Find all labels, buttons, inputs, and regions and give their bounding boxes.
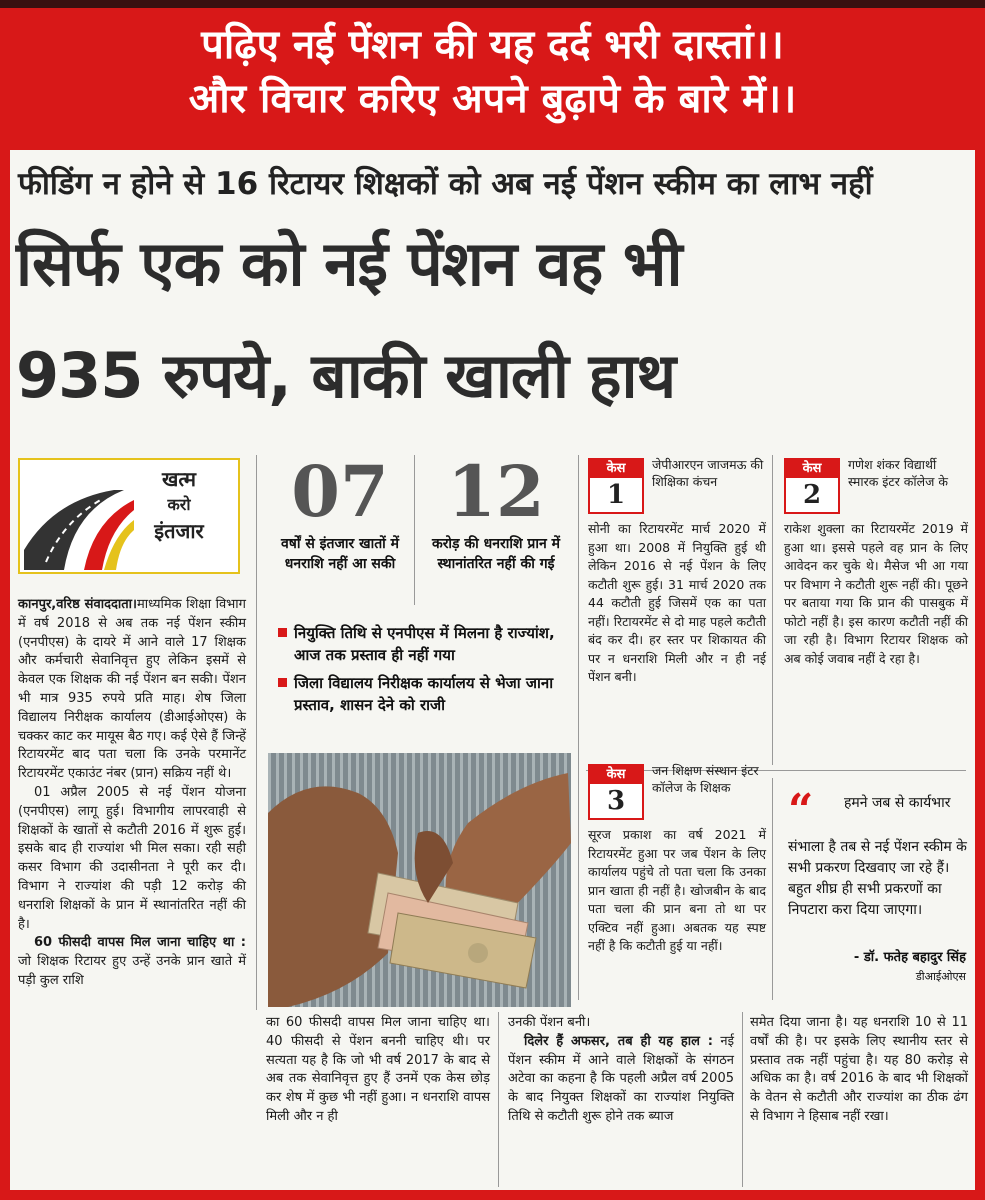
case-3-head: जन शिक्षण संस्थान इंटर कॉलेज के शिक्षक [652,763,759,795]
newspaper-clipping [10,150,975,1190]
hands-counting-money-photo [268,753,571,1007]
headline-line-1: सिर्फ एक को नई पेंशन वह भी [16,227,682,300]
bullet-item: नियुक्ति तिथि से एनपीएस में मिलना है राज्यांश, आज तक प्रस्ताव ही नहीं गया [278,622,578,666]
khatm-karo-intzaar-logo [18,458,240,574]
banner-line-2: और विचार करिए अपने बुढ़ापे के बारे में।। [188,76,797,122]
headline-line-2: 935 रुपये, बाकी खाली हाथ [16,339,676,412]
column-2-bottom: का 60 फीसदी वापस मिल जाना चाहिए था। 40 फीसदी से पेंशन बननी चाहिए थी। पर सत्यता यह है कि जो भी वर्ष 2017 के बाद से अब तक सेवानिवृत्त हुए हैं उनमें एक केस छोड़ कर शेष में कुछ भी नहीं हुआ। न धनराशि वापस मिली और न ही [266,1015,490,1124]
quote-author: - डॉ. फतेह बहादुर सिंह [853,950,966,965]
case-1-head: जेपीआरएन जाजमऊ की शिक्षिका कंचन [652,457,764,489]
stat-number-07: 07 [291,450,389,533]
paragraph: कानपुर,वरिष्ठ संवाददाता।माध्यमिक शिक्षा विभाग में वर्ष 2018 से अब तक नई पेंशन स्कीम (एनपीएस) के दायरे में आने वाले 17 शिक्षक और कर्मचारी सेवानिवृत्त हुए लेकिन इसमें से केवल एक शिक्षक की नई पेंशन बन सकी। पेंशन भी मात्र 935 रुपये प्रति माह। शेष जिला विद्यालय निरीक्षक कार्यालय (डीआईओएस) के चक्कर काट कर मायूस बैठ गए। कई ऐसे हैं जिन्हें रिटायरमेंट बाद पता चला कि उनके परमानेंट रिटायरमेंट एकाउंट नंबर (प्रान) सक्रिय नहीं थे। [18,597,246,782]
article-kicker: फीडिंग न होने से 16 रिटायर शिक्षकों को अब नई पेंशन स्कीम का लाभ नहीं [18,166,873,202]
paragraph: 01 अप्रैल 2005 से नई पेंशन योजना (एनपीएस) लागू हुई। विभागीय लापरवाही से शिक्षकों के खातों से कटौती 2016 में शुरू हुई। इसके बाद ही राज्यांश भी मिल सका। रही सही कसर विभाग की उदासीनता ने पूरी कर दी। विभाग ने राज्यांश की पड़ी 12 करोड़ की धनराशि शिक्षकों के प्रान में स्थानांतरित नहीं की है। [18,784,246,932]
banner [0,18,985,126]
top-border [0,0,985,8]
money-hands-image [268,753,571,1007]
article-headline [16,208,971,432]
stat-caption-07: वर्षों से इंतजार खातों में धनराशि नहीं आ सकी [280,536,400,572]
column-4-bottom: समेत दिया जाना है। यह धनराशि 10 से 11 वर्षों की है। पर इसके लिए स्थानीय स्तर से प्रस्ताव तक नहीं पहुंचा है। यह 80 करोड़ से अधिक का है। वर्ष 2016 के बाद भी शिक्षकों के वेतन से कटौती और राज्यांश का ठीक ढंग से विभाग ने हिसाब नहीं रखा। [750,1015,968,1124]
case-2-body: राकेश शुक्ला का रिटायरमेंट 2019 में हुआ था। इससे पहले वह प्रान के लिए आवेदन कर चुके थे। मैसेज भी आ गया पर विभाग ने कटौती शुरू नहीं की। पूछने पर बताया गया कि प्रान की पासबुक में फोटो नहीं है। इस कारण कटौती नहीं की जा रही है। विभाग रिटायर शिक्षक को अब कोई जवाब नहीं दे रहा है। [784,521,968,666]
case-badge-1: केस 1 [588,458,644,514]
case-2-head: गणेश शंकर विद्यार्थी स्मारक इंटर कॉलेज के [848,457,948,489]
column-divider [742,1012,743,1187]
column-divider [498,1012,499,1187]
stat-caption-12: करोड़ की धनराशि प्रान में स्थानांतरित नहीं की गई [431,536,561,572]
column-3-bottom: उनकी पेंशन बनी। दिलेर हैं अफसर, तब ही यह हाल : नई पेंशन स्कीम में आने वाले शिक्षकों के संगठन अटेवा का कहना है कि पहली अप्रैल वर्ष 2005 के बाद नियुक्त शिक्षकों का राज्यांश नियुक्ति तिथि से कटौती शुरू होने तक ब्याज [508,1015,734,1124]
column-divider [256,455,257,1010]
case-1-body: सोनी का रिटायरमेंट मार्च 2020 में हुआ था। 2008 में नियुक्ति हुई थी लेकिन 2016 से नई पेंशन के लिए कटौती शुरू हुई। 31 मार्च 2020 तक 44 कटौती हुई जिसमें एक का पता नहीं। रिटायरमेंट से दो माह पहले कटौती बंद कर दी। हर स्तर पर शिकायत की पर न धनराशि मिली और न ही नई पेंशन बनी। [588,521,766,684]
column-divider [772,455,773,765]
stat-number-12: 12 [447,450,545,533]
highlight-bullets [278,622,578,722]
quote-body: संभाला है तब से नई पेंशन स्कीम के सभी प्रकरण दिखवाए जा रहे हैं। बहुत शीघ्र ही सभी प्रकरणों का निपटारा करा दिया जाएगा। [788,839,967,918]
road-icon [24,480,134,570]
logo-text: खत्म करो इंतजार [154,467,204,543]
quote-head: हमने जब से कार्यभार [844,795,951,811]
stat-divider [414,455,415,605]
column-divider [578,455,579,1000]
banner-line-1: पढ़िए नई पेंशन की यह दर्द भरी दास्तां।। [201,22,784,68]
case-badge-2: केस 2 [784,458,840,514]
case-badge-3: केस 3 [588,764,644,820]
column-divider [772,778,773,1000]
case-3-body: सूरज प्रकाश का वर्ष 2021 में रिटायरमेंट हुआ पर जब पेंशन के लिए कार्यालय पहुंचे तो पता चला कि उनका प्रान खाता ही नहीं है। खोजबीन के बाद पता चला की प्रान बना तो था पर एक्टिव नहीं हुआ। अबतक यह स्पष्ट नहीं है कि कटौती हुई या नहीं। [588,827,766,953]
column-1 [18,596,246,991]
quote-mark-icon: “ [788,785,814,836]
quote-author-role: डीआईओएस [915,970,966,983]
bullet-item: जिला विद्यालय निरीक्षक कार्यालय से भेजा जाना प्रस्ताव, शासन देने को राजी [278,672,578,716]
paragraph: 60 फीसदी वापस मिल जाना चाहिए था : जो शिक्षक रिटायर हुए उन्हें उनके प्रान खाते में पड़ी कुल राशि [18,935,246,988]
